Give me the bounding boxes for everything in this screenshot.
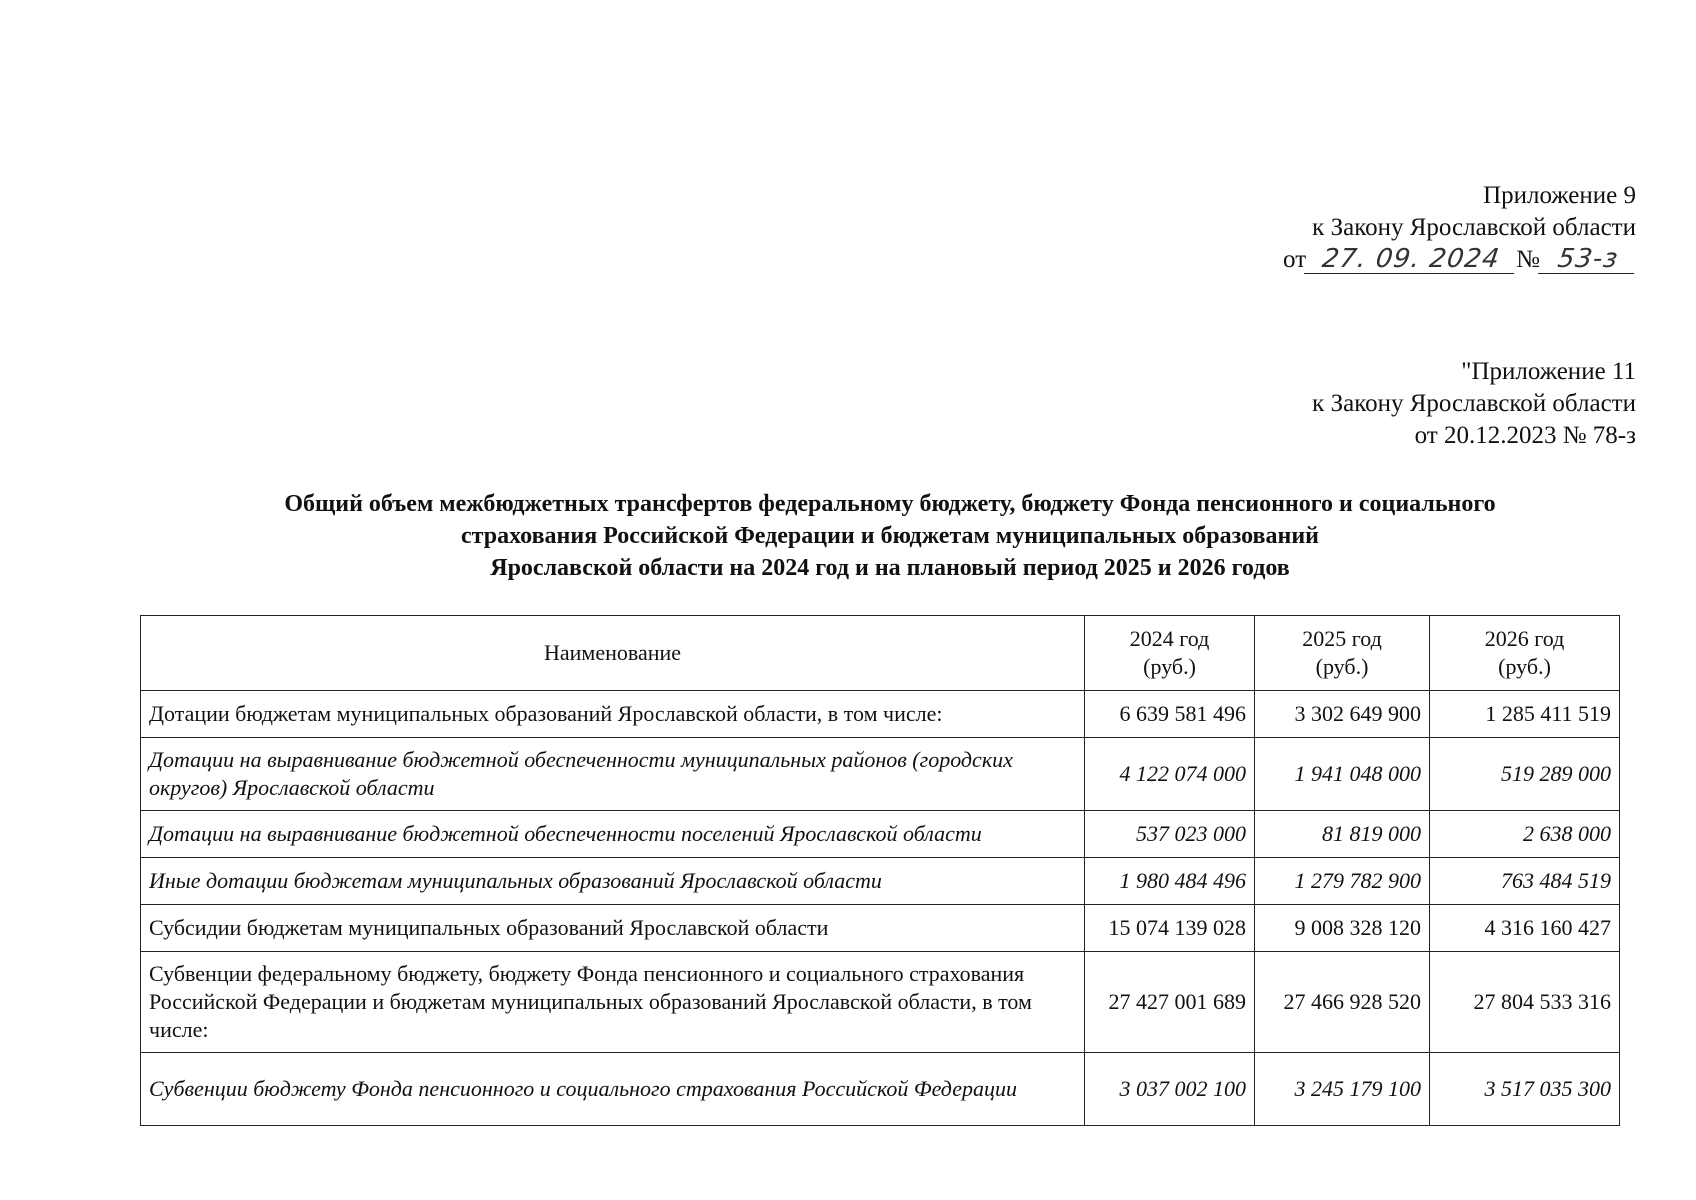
header-2024 bbox=[1085, 616, 1255, 691]
header-2026-year: 2026 год bbox=[1484, 626, 1565, 651]
header-2024-year: 2024 год bbox=[1129, 626, 1210, 651]
value-2024: 4 122 074 000 bbox=[1085, 738, 1255, 811]
table-row bbox=[141, 858, 1620, 905]
value-2026: 763 484 519 bbox=[1430, 858, 1620, 905]
row-name: Субвенции федеральному бюджету, бюджету Фонда пенсионного и социального страхования Российской Федерации и бюджетам муниципальных образований Ярославской области, в том числе: bbox=[141, 952, 1085, 1053]
table-row bbox=[141, 905, 1620, 952]
value-2025: 9 008 328 120 bbox=[1255, 905, 1430, 952]
row-name: Субсидии бюджетам муниципальных образований Ярославской области bbox=[141, 905, 1085, 952]
handwritten-number: 53-з bbox=[1538, 245, 1638, 274]
title-line-2: страхования Российской Федерации и бюджетам муниципальных образований bbox=[461, 523, 1319, 549]
appendix-number: Приложение 9 bbox=[1483, 182, 1636, 209]
original-appendix-law-reference: к Закону Ярославской области bbox=[1312, 390, 1636, 417]
original-appendix-date: от 20.12.2023 № 78-з bbox=[1414, 422, 1636, 449]
header-name-label: Наименование bbox=[544, 640, 682, 665]
value-2026: 1 285 411 519 bbox=[1430, 691, 1620, 738]
title-line-3: Ярославской области на 2024 год и на плановый период 2025 и 2026 годов bbox=[490, 555, 1290, 581]
value-2026: 2 638 000 bbox=[1430, 811, 1620, 858]
value-2024: 1 980 484 496 bbox=[1085, 858, 1255, 905]
document-title bbox=[140, 488, 1640, 584]
value-2025: 1 941 048 000 bbox=[1255, 738, 1430, 811]
row-name: Дотации на выравнивание бюджетной обеспеченности муниципальных районов (городских округов) Ярославской области bbox=[141, 738, 1085, 811]
value-2024: 15 074 139 028 bbox=[1085, 905, 1255, 952]
value-2025: 1 279 782 900 bbox=[1255, 858, 1430, 905]
value-2024: 537 023 000 bbox=[1085, 811, 1255, 858]
value-2025: 3 302 649 900 bbox=[1255, 691, 1430, 738]
value-2025: 3 245 179 100 bbox=[1255, 1053, 1430, 1126]
header-2025-year: 2025 год bbox=[1302, 626, 1382, 651]
handwritten-date: 27. 09. 2024 bbox=[1304, 245, 1518, 274]
value-2024: 27 427 001 689 bbox=[1085, 952, 1255, 1053]
header-2026-unit: (руб.) bbox=[1498, 654, 1551, 679]
header-2026 bbox=[1430, 616, 1620, 691]
table-row bbox=[141, 952, 1620, 1053]
header-name bbox=[141, 616, 1085, 691]
appendix-date-line bbox=[1283, 244, 1636, 276]
value-2026: 27 804 533 316 bbox=[1430, 952, 1620, 1053]
header-2025 bbox=[1255, 616, 1430, 691]
value-2025: 27 466 928 520 bbox=[1255, 952, 1430, 1053]
row-name: Субвенции бюджету Фонда пенсионного и социального страхования Российской Федерации bbox=[141, 1053, 1085, 1126]
value-2024: 3 037 002 100 bbox=[1085, 1053, 1255, 1126]
table-row bbox=[141, 691, 1620, 738]
table-header-row bbox=[141, 616, 1620, 691]
row-name: Иные дотации бюджетам муниципальных образований Ярославской области bbox=[141, 858, 1085, 905]
header-2024-unit: (руб.) bbox=[1143, 654, 1196, 679]
value-2026: 4 316 160 427 bbox=[1430, 905, 1620, 952]
original-appendix-number: "Приложение 11 bbox=[1461, 358, 1636, 385]
value-2026: 519 289 000 bbox=[1430, 738, 1620, 811]
value-2025: 81 819 000 bbox=[1255, 811, 1430, 858]
value-2026: 3 517 035 300 bbox=[1430, 1053, 1620, 1126]
table-row bbox=[141, 1053, 1620, 1126]
transfers-table bbox=[140, 615, 1620, 1126]
appendix-law-reference: к Закону Ярославской области bbox=[1312, 214, 1636, 241]
row-name: Дотации бюджетам муниципальных образований Ярославской области, в том числе: bbox=[141, 691, 1085, 738]
appendix-header bbox=[1283, 180, 1636, 276]
date-prefix: от bbox=[1283, 246, 1307, 273]
table-row bbox=[141, 811, 1620, 858]
row-name: Дотации на выравнивание бюджетной обеспеченности поселений Ярославской области bbox=[141, 811, 1085, 858]
header-2025-unit: (руб.) bbox=[1315, 654, 1369, 679]
title-line-1: Общий объем межбюджетных трансфертов федеральному бюджету, бюджету Фонда пенсионного и социального bbox=[284, 491, 1496, 517]
table-row bbox=[141, 738, 1620, 811]
original-appendix-header bbox=[1312, 356, 1636, 452]
number-sign: № bbox=[1516, 246, 1540, 273]
value-2024: 6 639 581 496 bbox=[1085, 691, 1255, 738]
